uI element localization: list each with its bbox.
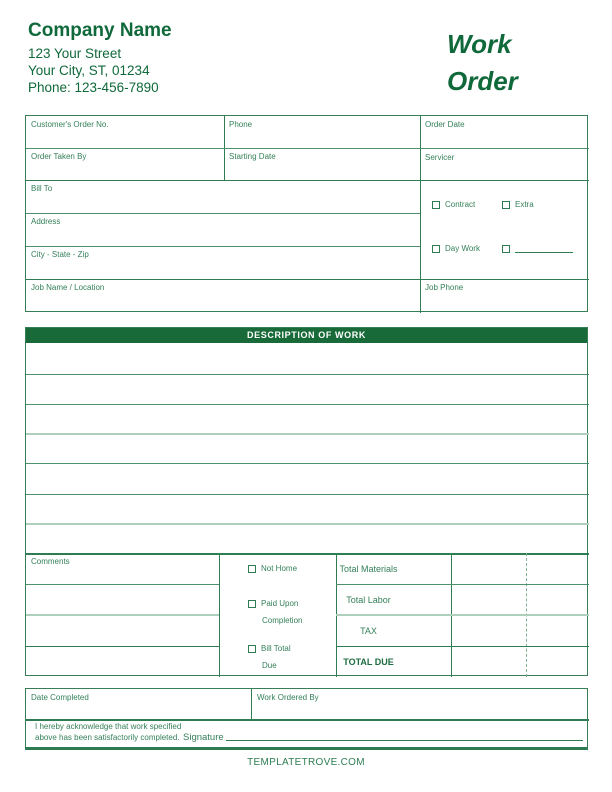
divider — [26, 279, 589, 280]
other-write-in-line[interactable] — [515, 244, 573, 253]
completion-table — [25, 688, 588, 750]
tax-value-cell[interactable] — [426, 615, 564, 646]
bill-total-label-line2: Due — [262, 661, 277, 670]
divider — [420, 116, 421, 313]
bill-total-due-checkbox[interactable] — [248, 645, 256, 653]
customer-order-no-field[interactable]: Customer's Order No. — [31, 120, 109, 129]
job-phone-field[interactable]: Job Phone — [425, 283, 464, 292]
order-taken-by-field[interactable]: Order Taken By — [31, 152, 87, 161]
not-home-option — [248, 564, 297, 573]
comments-row-line — [26, 584, 219, 585]
phone-field[interactable]: Phone — [229, 120, 253, 129]
company-name: Company Name — [28, 20, 172, 41]
extra-option — [502, 200, 534, 209]
job-name-location-field[interactable]: Job Name / Location — [31, 283, 105, 292]
divider — [251, 689, 252, 719]
company-phone: Phone: 123-456-7890 — [28, 80, 159, 95]
divider — [219, 553, 220, 677]
total-materials-label: Total Materials — [339, 563, 398, 574]
other-checkbox[interactable] — [502, 245, 510, 253]
total-due-value-cell[interactable] — [426, 646, 564, 677]
extra-label: Extra — [515, 200, 534, 209]
extra-checkbox[interactable] — [502, 201, 510, 209]
description-of-work-header: DESCRIPTION OF WORK — [26, 328, 587, 343]
contract-option — [432, 200, 475, 209]
address-field[interactable]: Address — [31, 217, 61, 226]
divider — [26, 180, 589, 181]
tax-label: TAX — [360, 625, 377, 636]
day-work-label: Day Work — [445, 244, 480, 253]
divider — [26, 213, 420, 214]
divider — [26, 246, 420, 247]
signature-line[interactable] — [226, 740, 583, 741]
servicer-field[interactable]: Servicer — [425, 153, 455, 162]
bill-to-field[interactable]: Bill To — [31, 184, 53, 193]
company-address — [28, 45, 159, 96]
acknowledgment-line2: above has been satisfactorily completed. — [35, 733, 180, 742]
comments-label: Comments — [31, 557, 70, 566]
acknowledgment-text — [35, 721, 181, 743]
document-title-line2: Order — [447, 66, 518, 96]
company-city-state-zip: Your City, ST, 01234 — [28, 63, 150, 78]
date-completed-field[interactable]: Date Completed — [31, 693, 89, 702]
contract-checkbox[interactable] — [432, 201, 440, 209]
description-write-area[interactable] — [26, 343, 589, 553]
day-work-checkbox[interactable] — [432, 245, 440, 253]
total-due-label: TOTAL DUE — [343, 656, 394, 667]
day-work-option — [432, 244, 480, 253]
bill-total-due-option — [248, 644, 291, 653]
city-state-zip-field[interactable]: City - State - Zip — [31, 250, 89, 259]
not-home-checkbox[interactable] — [248, 565, 256, 573]
paid-upon-completion-option — [248, 599, 298, 608]
other-option — [502, 244, 573, 253]
total-labor-label: Total Labor — [346, 594, 391, 605]
order-info-table — [25, 115, 588, 312]
acknowledgment-line1: I hereby acknowledge that work specified — [35, 722, 182, 731]
divider — [26, 148, 589, 149]
paid-upon-label-line1: Paid Upon — [261, 599, 299, 608]
document-title — [447, 26, 518, 100]
order-date-field[interactable]: Order Date — [425, 120, 465, 129]
comments-row-line — [26, 646, 219, 647]
work-ordered-by-field[interactable]: Work Ordered By — [257, 693, 319, 702]
contract-label: Contract — [445, 200, 476, 209]
description-of-work-table — [25, 327, 588, 676]
starting-date-field[interactable]: Starting Date — [229, 152, 276, 161]
signature-label: Signature — [183, 732, 224, 743]
paid-upon-completion-checkbox[interactable] — [248, 600, 256, 608]
document-title-line1: Work — [447, 29, 512, 59]
total-labor-value-cell[interactable] — [426, 584, 564, 615]
not-home-label: Not Home — [261, 564, 298, 573]
paid-upon-label-line2: Completion — [262, 616, 303, 625]
bill-total-label-line1: Bill Total — [261, 644, 291, 653]
comments-row-line — [26, 614, 219, 616]
company-street: 123 Your Street — [28, 46, 122, 61]
total-materials-value-cell[interactable] — [426, 553, 564, 584]
site-footer: TEMPLATETROVE.COM — [247, 757, 365, 768]
